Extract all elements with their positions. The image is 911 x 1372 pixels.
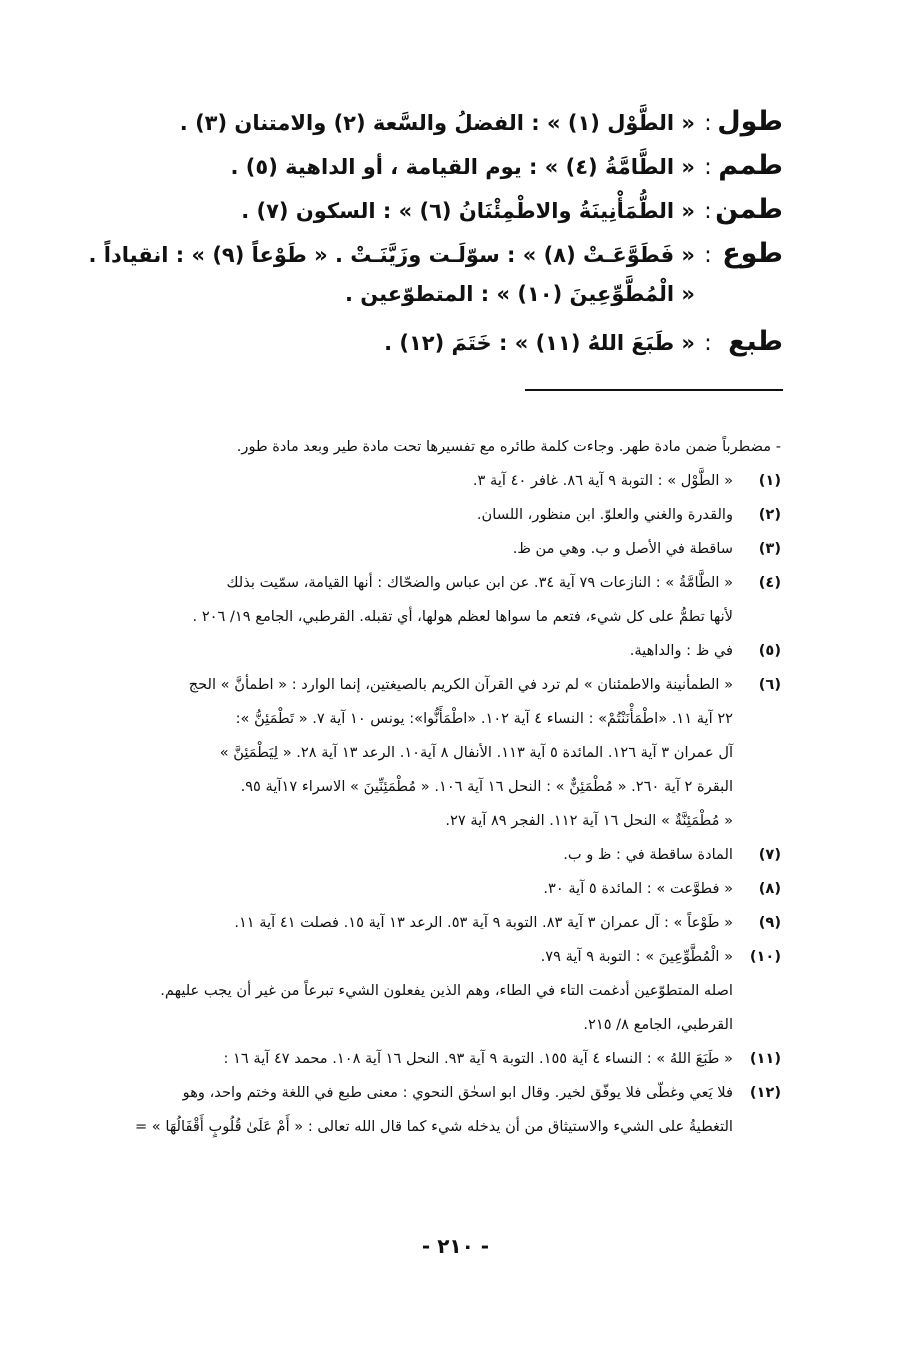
footnote-line: « مُطْمَئِنَّةٌ » النحل ١٦ آية ١١٢. الفجر ٨٩ آية ٢٧. [445,812,733,829]
entry-colon: : [704,111,712,136]
footnote-line: « الطَّوْل » : التوبة ٩ آية ٨٦. غافر ٤٠ آية ٣. [472,472,733,489]
entry-text: « فَطَوَّعَـتْ (٨) » : سوّلَـت وزَيَّنَـتْ . « طَوْعاً (٩) » : انقياداً . [88,243,695,267]
footnote-number: (٨) [758,880,781,897]
entry-tamn [83,194,783,238]
footnote-9 [109,906,781,940]
entry-tamm [83,150,783,194]
entry-text: « الطَّامَّةُ (٤) » : يوم القيامة ، أو الداهية (٥) . [230,155,695,179]
entry-colon: : [704,155,712,180]
entry-text: « الطَّوْل (١) » : الفضلُ والسَّعة (٢) والامتنان (٣) . [179,111,695,135]
entry-tawl [83,106,783,150]
footnote-number: (٣) [758,540,781,557]
footnote-5 [109,634,781,668]
footnote-line: « الطمأنينة والاطمئنان » لم ترد في القرآن الكريم بالصيغتين، إنما الوارد : « اطمأنَّ » الحج [188,676,733,693]
footnote-line: في ظ : والداهية. [629,642,733,659]
footnote-line: « طَوْعاً » : آل عمران ٣ آية ٨٣. التوبة ٩ آية ٥٣. الرعد ١٣ آية ١٥. فصلت ٤١ آية ١١. [234,914,733,931]
footnote-number: (١) [758,472,781,489]
entry-text: « الطُّمَأْنِينَةُ والاطْمِئْنَانُ (٦) » : السكون (٧) . [241,199,695,223]
footnote-line: « الْمُطَّوِّعِينَ » : التوبة ٩ آية ٧٩. [540,948,733,965]
dictionary-entries [83,106,783,370]
footnote-10 [109,940,781,974]
footnote-number: (١٢) [749,1084,781,1101]
entry-root: طبع [728,326,783,357]
footnote-number: (١٠) [749,948,781,965]
entry-taw-continued [83,282,783,326]
footnote-number: (٦) [758,676,781,693]
footnote-line: البقرة ٢ آية ٢٦٠. « مُطْمَئِنٌّ » : النحل ١٦ آية ١٠٦. « مُطْمَئِنِّينَ » الاسراء ١٧آية ٩٥. [240,778,733,795]
footnotes [109,430,781,1144]
footnote-3 [109,532,781,566]
footnote-number: (٩) [758,914,781,931]
footnote-line: « طَبَعَ اللهُ » : النساء ٤ آية ١٥٥. التوبة ٩ آية ٩٣. النحل ١٦ آية ١٠٨. محمد ٤٧ آية ١٦ : [223,1050,733,1067]
footnote-6 [109,668,781,838]
footnote-11 [109,1042,781,1076]
footnote-7 [109,838,781,872]
footnote-2 [109,498,781,532]
entry-taw [83,238,783,282]
footnote-number: (١١) [749,1050,781,1067]
entry-root: طول [717,106,783,137]
entry-colon: : [704,243,712,268]
footnote-12 [109,1076,781,1144]
footnote-number: (٧) [758,846,781,863]
footnote-10-continuation: اصله المتطوّعين أدغمت التاء في الطاء، وهم الذين يفعلون الشيء تبرعاً من غير أن يجب عليهم. [160,982,733,999]
footnote-line: التغطيةُ على الشيء والاستيثاق من أن يدخله شيء كما قال الله تعالى : « أَمْ عَلَىٰ قُلُوبٍ أَقْفَالُهَا » = [134,1118,733,1135]
footnote-line: والقدرة والغني والعلوّ. ابن منظور، اللسان. [476,506,733,523]
footnote-1 [109,464,781,498]
entry-text: « طَبَعَ اللهُ (١١) » : خَتَمَ (١٢) . [384,331,695,355]
footnote-line: « الطَّامَّةُ » : النازعات ٧٩ آية ٣٤. عن ابن عباس والضحّاك : أنها القيامة، سمّيت بذلك [226,574,733,591]
entry-tab [83,326,783,370]
footnote-line: ٢٢ آية ١١. «اطْمَأْنَنْتُمْ» : النساء ٤ آية ١٠٢. «اطْمَأَنُّوا»: يونس ١٠ آية ٧. « تَطْمَئِنُّ »: [235,710,733,727]
entry-colon: : [704,199,712,224]
entry-root: طوع [722,238,783,269]
footnote-8 [109,872,781,906]
footnote-10-continuation: القرطبي، الجامع ٨/ ٢١٥. [583,1016,733,1033]
footnote-intro: - مضطرباً ضمن مادة طهر. وجاءت كلمة طائره مع تفسيرها تحت مادة طير وبعد مادة طور. [236,438,781,455]
entry-text: « الْمُطَّوِّعِينَ (١٠) » : المتطوّعين . [345,282,695,306]
footnote-line: ساقطة في الأصل و ب. وهي من ظ. [512,540,733,557]
entry-root: طمن [715,194,783,225]
footnote-separator [525,389,783,391]
footnote-number: (٥) [758,642,781,659]
footnote-line: آل عمران ٣ آية ١٢٦. المائدة ٥ آية ١١٣. الأنفال ٨ آية١٠. الرعد ١٣ آية ٢٨. « لِيَطْمَئِنَّ » [219,744,733,761]
footnote-number: (٤) [758,574,781,591]
footnote-line: لأنها تطمُّ على كل شيء، فتعم ما سواها لعظم هولها، أي تقبله. القرطبي، الجامع ١٩/ ٢٠٦ . [192,608,733,625]
footnote-line: فلا يَعي وغطّى فلا يوفّق لخير. وقال ابو اسحٰق النحوي : معنى طبع في اللغة وختم واحد، وهو [182,1084,733,1101]
footnote-line: المادة ساقطة في : ظ و ب. [563,846,733,863]
footnote-4 [109,566,781,634]
entry-root: طمم [718,150,783,181]
footnote-line: « فطوَّعت » : المائدة ٥ آية ٣٠. [543,880,733,897]
footnote-number: (٢) [758,506,781,523]
entry-colon: : [704,331,712,356]
page-number: - ٢١٠ - [421,1234,490,1258]
